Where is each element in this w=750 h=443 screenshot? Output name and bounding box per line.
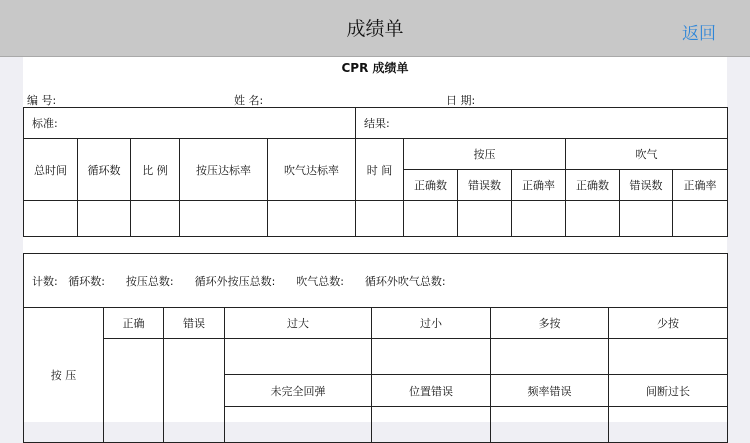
header-too-deep: 过大	[225, 308, 372, 339]
correct-value	[104, 339, 164, 443]
back-button[interactable]: 返回	[682, 24, 716, 44]
value-cell	[491, 339, 609, 375]
header-cycles: 循环数	[78, 139, 131, 201]
date-label: 日 期:	[446, 94, 476, 107]
header-long-interruption: 间断过长	[609, 375, 728, 407]
value-cell	[491, 407, 609, 443]
value-cell	[225, 407, 372, 443]
header-wrong: 错误	[164, 308, 225, 339]
header-missed-press: 少按	[609, 308, 728, 339]
header-ratio: 比 例	[131, 139, 180, 201]
value-cell	[404, 201, 458, 237]
header-breath-rate: 吹气达标率	[268, 139, 356, 201]
compression-label: 按 压	[24, 308, 104, 443]
counts-label: 计数: 循环数: 按压总数: 循环外按压总数: 吹气总数: 循环外吹气总数:	[24, 254, 728, 308]
standard-label: 标准:	[24, 108, 356, 139]
name-label: 姓 名:	[234, 94, 264, 107]
value-cell	[566, 201, 620, 237]
header-compression-correct: 正确数	[404, 170, 458, 201]
value-cell	[512, 201, 566, 237]
value-cell	[609, 339, 728, 375]
count-table	[23, 253, 728, 443]
header-time: 时 间	[356, 139, 404, 201]
header-position-error: 位置错误	[372, 375, 491, 407]
header-breath-wrong: 错误数	[620, 170, 673, 201]
value-cell	[458, 201, 512, 237]
header-incomplete-recoil: 未完全回弹	[225, 375, 372, 407]
header-total-time: 总时间	[24, 139, 78, 201]
value-cell	[372, 407, 491, 443]
value-cell	[620, 201, 673, 237]
value-cell	[78, 201, 131, 237]
header-breath-accuracy: 正确率	[673, 170, 728, 201]
navigation-bar	[0, 0, 750, 57]
header-breath-group: 吹气	[566, 139, 728, 170]
header-compression-group: 按压	[404, 139, 566, 170]
header-extra-press: 多按	[491, 308, 609, 339]
header-breath-correct: 正确数	[566, 170, 620, 201]
value-cell	[225, 339, 372, 375]
wrong-value	[164, 339, 225, 443]
summary-table	[23, 107, 728, 237]
header-rate-error: 频率错误	[491, 375, 609, 407]
document-title: CPR 成绩单	[341, 61, 409, 75]
header-compression-wrong: 错误数	[458, 170, 512, 201]
table-row	[24, 201, 728, 237]
value-cell	[673, 201, 728, 237]
header-too-shallow: 过小	[372, 308, 491, 339]
value-cell	[131, 201, 180, 237]
number-label: 编 号:	[27, 94, 57, 107]
result-label: 结果:	[356, 108, 728, 139]
value-cell	[268, 201, 356, 237]
value-cell	[372, 339, 491, 375]
value-cell	[609, 407, 728, 443]
value-cell	[24, 201, 78, 237]
page-title: 成绩单	[346, 18, 404, 40]
header-correct: 正确	[104, 308, 164, 339]
header-compression-rate: 按压达标率	[180, 139, 268, 201]
value-cell	[180, 201, 268, 237]
header-compression-accuracy: 正确率	[512, 170, 566, 201]
value-cell	[356, 201, 404, 237]
report-sheet	[23, 57, 727, 422]
